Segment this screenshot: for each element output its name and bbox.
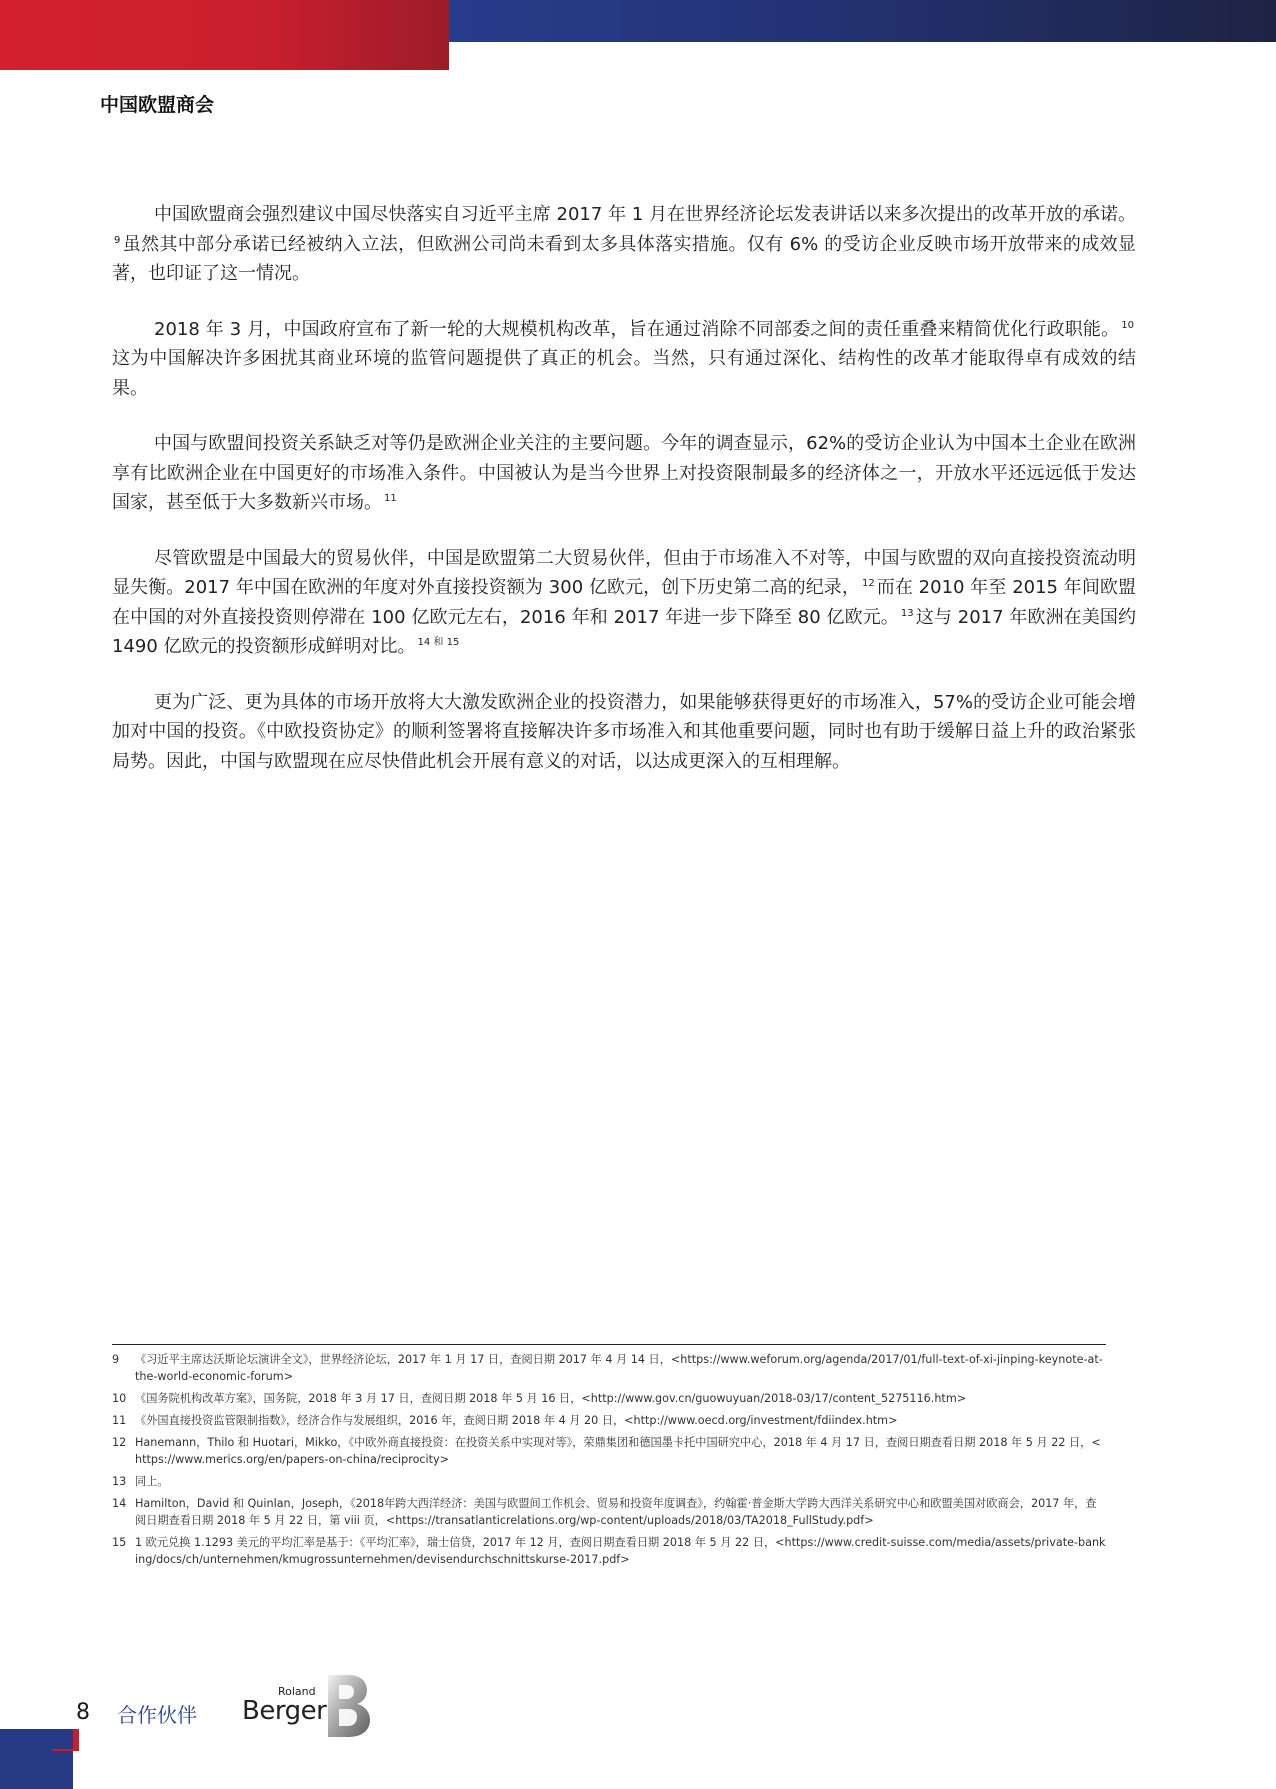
footnotes	[112, 1351, 1106, 1573]
roland-berger-logo	[242, 1675, 372, 1737]
partner-label: 合作伙伴	[117, 1703, 197, 1727]
footnote-text: 《国务院机构改革方案》，国务院，2018 年 3 月 17 日，查阅日期 2018 年 5 月 16 日，<http://www.gov.cn/guowuyuan/2018-03/17/content_5275116.htm>	[135, 1392, 967, 1405]
footnote-10	[112, 1390, 1106, 1407]
logo-text-berger: Berger	[242, 1696, 327, 1726]
footnote-13	[112, 1473, 1106, 1490]
footnote-text: 同上。	[135, 1475, 169, 1488]
footnote-ref-10: 10	[1121, 319, 1134, 331]
footnote-text: 《外国直接投资监管限制指数》，经济合作与发展组织，2016 年，查阅日期 2018 年 4 月 20 日，<http://www.oecd.org/investment/fdiindex.htm>	[135, 1414, 898, 1427]
footnote-number: 14	[112, 1497, 127, 1510]
paragraph-4	[112, 544, 1136, 662]
paragraph-2-text-b: 这为中国解决许多困扰其商业环境的监管问题提供了真正的机会。当然，只有通过深化、结构性的改革才能取得卓有成效的结果。	[112, 348, 1136, 399]
footnote-number: 10	[112, 1392, 127, 1405]
footnote-ref-14-15: 14 和 15	[417, 637, 460, 648]
org-name: 中国欧盟商会	[100, 94, 215, 116]
footnote-number: 9	[112, 1353, 120, 1366]
footnote-ref-12: 12	[861, 578, 875, 589]
paragraph-1-text-a: 中国欧盟商会强烈建议中国尽快落实自习近平主席 2017 年 1 月在世界经济论坛发表讲话以来多次提出的改革开放的承诺。	[154, 204, 1136, 225]
page-number: 8	[76, 1700, 90, 1725]
body-text	[112, 200, 1136, 802]
paragraph-5-text-a: 更为广泛、更为具体的市场开放将大大激发欧洲企业的投资潜力，如果能够获得更好的市场准入，57%的受访企业可能会增加对中国的投资。《中欧投资协定》的顺利签署将直接解决许多市场准入和其他重要问题，同时也有助于缓解日益上升的政治紧张局势。因此，中国与欧盟现在应尽快借此机会开展有意义的对话，以达成更深入的互相理解。	[112, 691, 1136, 772]
footnote-number: 13	[112, 1475, 127, 1488]
footnote-12	[112, 1434, 1106, 1468]
paragraph-5	[112, 688, 1136, 777]
paragraph-1-text-b: 虽然其中部分承诺已经被纳入立法，但欧洲公司尚未看到太多具体落实措施。仅有 6% 的受访企业反映市场开放带来的成效显著，也印证了这一情况。	[112, 233, 1136, 284]
footnote-14	[112, 1495, 1106, 1529]
top-color-bar	[0, 0, 1276, 70]
paragraph-3-text-a: 中国与欧盟间投资关系缺乏对等仍是欧洲企业关注的主要问题。今年的调查显示，62%的受访企业认为中国本土企业在欧洲享有比欧洲企业在中国更好的市场准入条件。中国被认为是当今世界上对投资限制最多的经济体之一，开放水平还远远低于发达国家，甚至低于大多数新兴市场。	[112, 433, 1136, 513]
footnote-text: 《习近平主席达沃斯论坛演讲全文》，世界经济论坛，2017 年 1 月 17 日，查阅日期 2017 年 4 月 14 日，<https://www.weforum.org/agenda/2017/01/full-text-of-xi-jinping-keynote-at-the-world-economic-forum>	[135, 1353, 1103, 1383]
top-bar-red	[0, 0, 449, 70]
footnote-text: Hanemann，Thilo 和 Huotari，Mikko，《中欧外商直接投资：在投资关系中实现对等》，荣鼎集团和德国墨卡托中国研究中心，2018 年 4 月 17 日，查阅日期查看日期 2018 年 5 月 22 日，<https://www.merics.org/en/papers-on-china/reciprocity>	[135, 1436, 1101, 1466]
footnote-ref-9: 9	[114, 234, 121, 246]
footnote-number: 12	[112, 1436, 127, 1449]
footnote-text: Hamilton，David 和 Quinlan，Joseph，《2018年跨大西洋经济：美国与欧盟间工作机会、贸易和投资年度调查》，约翰霍·普金斯大学跨大西洋关系研究中心和欧盟美国对欧商会，2017 年，查阅日期查看日期 2018 年 5 月 22 日，第 viii 页，<https://transatlanticrelations.org/wp-content/uploads/2018/03/TA2018_FullStudy.pdf>	[135, 1497, 1097, 1527]
logo-text-roland: Roland	[278, 1685, 316, 1698]
paragraph-2	[112, 315, 1136, 404]
footnote-number: 11	[112, 1414, 127, 1427]
corner-block-inner	[52, 1729, 73, 1749]
paragraph-4-text-b: 而在 2010 年至 2015 年间欧盟在中国的对外直接投资则停滞在 100 亿欧元左右，2016 年和 2017 年进一步下降至 80 亿欧元。	[112, 577, 1136, 628]
footnote-text: 1 欧元兑换 1.1293 美元的平均汇率是基于：《平均汇率》，瑞士信贷，2017 年 12 月，查阅日期查看日期 2018 年 5 月 22 日，<https://www.credit-suisse.com/media/assets/private-banking/docs/ch/unternehmen/kmugrossunternehmen/devisendurchschnittskurse-2017.pdf>	[135, 1536, 1106, 1566]
footnote-11	[112, 1412, 1106, 1429]
logo-b-mark-icon	[322, 1675, 372, 1737]
footnote-ref-13: 13	[900, 607, 914, 619]
paragraph-3	[112, 429, 1136, 518]
footnote-divider	[112, 1344, 1106, 1345]
paragraph-2-text-a: 2018 年 3 月，中国政府宣布了新一轮的大规模机构改革，旨在通过消除不同部委之间的责任重叠来精简优化行政职能。	[154, 318, 1120, 340]
paragraph-4-text-c: 这与 2017 年欧洲在美国约 1490 亿欧元的投资额形成鲜明对比。	[112, 606, 1136, 657]
top-bar-blue	[449, 0, 1276, 42]
footnote-ref-11: 11	[384, 493, 397, 504]
footnote-15	[112, 1534, 1106, 1568]
footnote-number: 15	[112, 1536, 127, 1549]
footnote-9	[112, 1351, 1106, 1385]
paragraph-4-text-a: 尽管欧盟是中国最大的贸易伙伴，中国是欧盟第二大贸易伙伴，但由于市场准入不对等，中国与欧盟的双向直接投资流动明显失衡。2017 年中国在欧洲的年度对外直接投资额为 300 亿欧元，创下历史第二高的纪录，	[112, 547, 1136, 598]
paragraph-1	[112, 200, 1136, 289]
